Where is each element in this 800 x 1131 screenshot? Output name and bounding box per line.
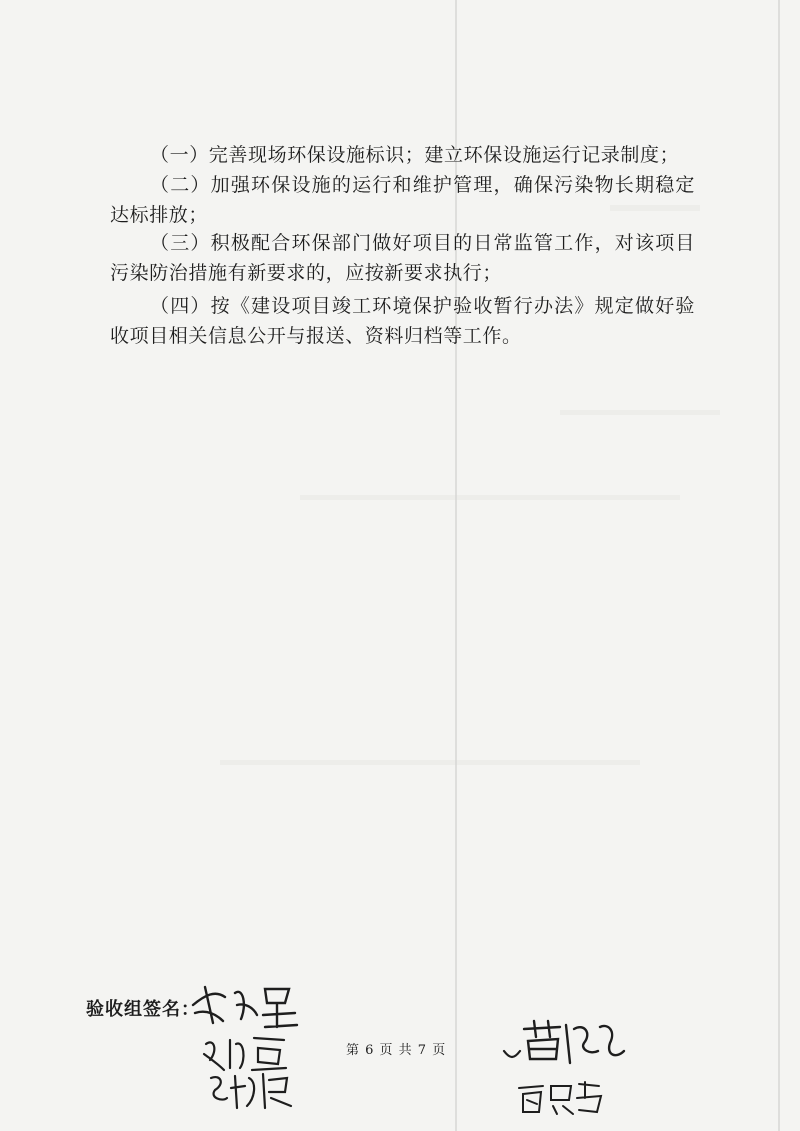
scan-bleed <box>300 495 680 500</box>
paragraph-3: （三）积极配合环保部门做好项目的日常监管工作，对该项目污染防治措施有新要求的，应按新要求执行； <box>110 232 695 284</box>
paragraph-4: （四）按《建设项目竣工环境保护验收暂行办法》规定做好验收项目相关信息公开与报送、资料归档等工作。 <box>110 295 695 347</box>
signature-5-image <box>515 1078 605 1118</box>
signature-1-image <box>185 975 305 1035</box>
scan-bleed <box>220 760 640 765</box>
scan-bleed <box>560 410 720 415</box>
paragraph-2: （二）加强环保设施的运行和维护管理，确保污染物长期稳定达标排放； <box>110 174 695 226</box>
page-footer: 第 6 页 共 7 页 <box>346 1043 447 1058</box>
signature-3-image <box>205 1068 295 1113</box>
paragraph-1: （一）完善现场环保设施标识；建立环保设施运行记录制度； <box>150 144 680 166</box>
signature-4-image <box>500 1015 630 1070</box>
scan-artifact-line <box>778 0 780 1131</box>
signature-label: 验收组签名： <box>86 999 200 1020</box>
